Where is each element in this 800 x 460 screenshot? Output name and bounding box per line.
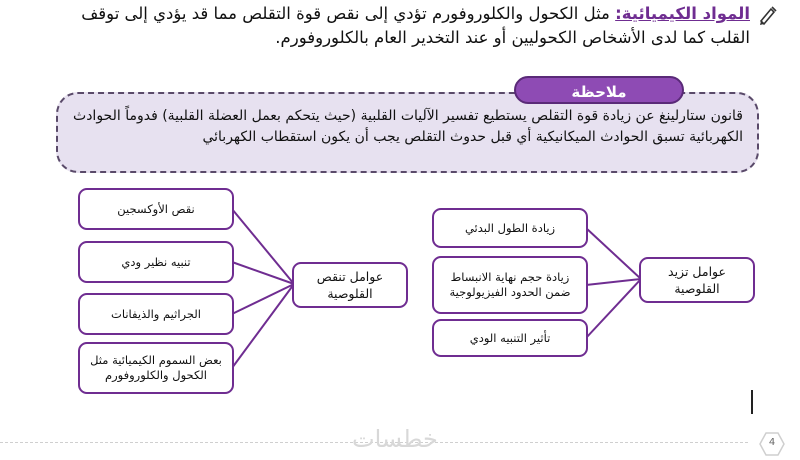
watermark: خطسات xyxy=(352,425,438,453)
dec-item-bacteria: الجراثيم والذيفانات xyxy=(78,293,234,335)
page-number-badge xyxy=(759,432,785,456)
connector-inc-1 xyxy=(586,228,641,279)
intro-heading: المواد الكيميائية: xyxy=(615,4,750,23)
inc-item-diastolic-volume: زيادة حجم نهاية الانبساط ضمن الحدود الفيزيولوجية xyxy=(432,256,588,314)
margin-mark xyxy=(751,390,753,414)
connector-inc-3 xyxy=(586,279,641,338)
connector-inc-2 xyxy=(586,279,641,285)
inc-item-initial-length: زيادة الطول البدئي xyxy=(432,208,588,248)
dec-item-chemicals: بعض السموم الكيميائية مثل الكحول والكلوروفورم xyxy=(78,342,234,394)
note-title: ملاحظة xyxy=(514,76,684,104)
page-number: 4 xyxy=(768,437,776,448)
connector-dec-3 xyxy=(232,284,294,314)
dec-item-oxygen: نقص الأوكسجين xyxy=(78,188,234,230)
note-text: قانون ستارلينغ عن زيادة قوة التقلص يستطيع تفسير الآليات القلبية (حيث يتحكم بعمل العضلة القلبية) فدوماً الحوادث الكهربائية تسبق الحوادث الميكانيكية أي قبل حدوث التقلص يجب أن يكون استقطاب الكهربائي xyxy=(73,108,743,145)
connector-dec-4 xyxy=(232,284,294,368)
intro-text: مثل الكحول والكلوروفورم تؤدي إلى نقص قوة التقلص مما قد يؤدي إلى توقف القلب كما لدى الأشخاص الكحوليين أو عند التخدير العام بالكلوروفورم. xyxy=(81,4,750,47)
dec-item-parasympathetic: تنبيه نظير ودي xyxy=(78,241,234,283)
inc-hub: عوامل تزيد القلوصية xyxy=(639,257,755,303)
dec-hub: عوامل تنقص القلوصية xyxy=(292,262,408,308)
inc-item-sympathetic: تأثير التنبيه الودي xyxy=(432,319,588,357)
